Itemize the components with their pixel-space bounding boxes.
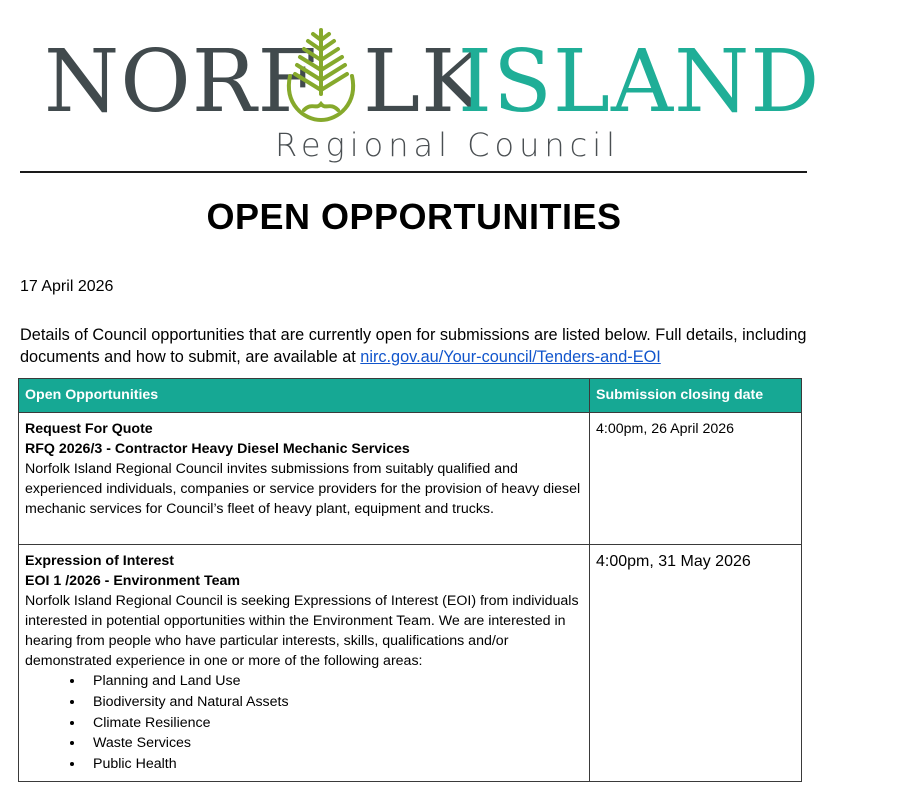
logo-word-norf: NORF (44, 32, 319, 132)
table-row (19, 413, 802, 545)
logo-subtitle: Regional Council (275, 126, 620, 164)
opportunities-table (18, 378, 802, 782)
header-closing-date: Submission closing date (590, 379, 802, 413)
norfolk-island-logo (40, 18, 821, 168)
closing-date: 4:00pm, 31 May 2026 (596, 553, 751, 570)
table-row (19, 545, 802, 782)
header-divider (20, 171, 807, 173)
opportunity-description: Norfolk Island Regional Council invites submissions from suitably qualified and experienced individuals, companies or service providers for the provision of heavy diesel mechanic services for Council’s fleet of heavy plant, equipment and trucks. (25, 461, 581, 517)
logo-word-island: ISLAND (458, 32, 821, 132)
areas-list (25, 671, 583, 775)
list-item: • Climate Resilience (85, 713, 583, 734)
page-title: OPEN OPPORTUNITIES (206, 196, 622, 237)
opportunity-reference: RFQ 2026/3 - Contractor Heavy Diesel Mechanic Services (25, 441, 410, 457)
logo-word-lk: LK (363, 32, 487, 132)
table-header-row (19, 379, 802, 413)
opportunity-type: Request For Quote (25, 421, 153, 437)
closing-date-cell (590, 413, 802, 545)
tenders-link[interactable]: nirc.gov.au/Your-council/Tenders-and-EOI (360, 348, 661, 366)
intro-paragraph (20, 324, 810, 368)
document-date: 17 April 2026 (20, 278, 114, 295)
list-item: • Public Health (85, 754, 583, 775)
opportunity-type: Expression of Interest (25, 553, 175, 569)
intro-text: Details of Council opportunities that are currently open for submissions are listed below. Full details, including documents and how to submit, are available at (20, 326, 807, 366)
list-item: • Biodiversity and Natural Assets (85, 692, 583, 713)
opportunity-description: Norfolk Island Regional Council is seeking Expressions of Interest (EOI) from individuals interested in potential opportunities within the Environment Team. We are interested in hearing from people who have particular interests, skills, qualifications and/or demonstrated experience in one or more of the following areas: (25, 593, 579, 669)
opportunity-reference: EOI 1 /2026 - Environment Team (25, 573, 240, 589)
opportunity-cell (19, 413, 590, 545)
header-open-opportunities: Open Opportunities (19, 379, 590, 413)
opportunity-cell (19, 545, 590, 782)
closing-date-cell (590, 545, 802, 782)
norfolk-pine-icon (280, 24, 362, 124)
list-item: • Planning and Land Use (85, 671, 583, 692)
list-item: • Waste Services (85, 733, 583, 754)
closing-date: 4:00pm, 26 April 2026 (596, 421, 735, 437)
